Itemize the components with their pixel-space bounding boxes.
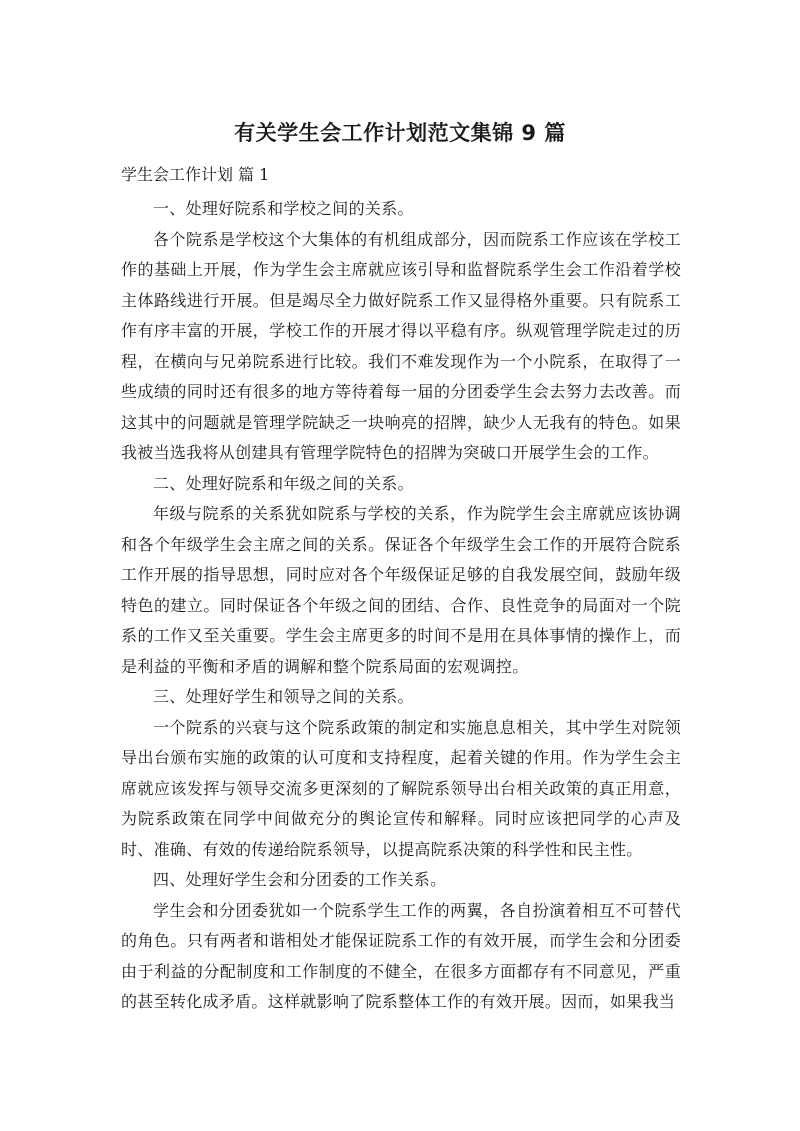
paragraph-heading-3: 三、处理好学生和领导之间的关系。 [153, 687, 414, 706]
paragraph-heading-2: 二、处理好院系和年级之间的关系。 [153, 473, 414, 493]
paragraph: 各个院系是学校这个大集体的有机组成部分，因而院系工作应该在学校工作的基础上开展，作为学生会主席就应该引导和监督院系学生会工作沿着学校主体路线进行开展。但是竭尽全力做好院系工作又显得格外重要。只有院系工作有序丰富的开展，学校工作的开展才得以平稳有序。纵观管理学院走过的历程，在横向与兄弟院系进行比较。我们不难发现作为一个小院系，在取得了一些成绩的同时还有很多的地方等待着每一届的分团委学生会去努力去改善。而这其中的问题就是管理学院缺乏一块响亮的招牌，缺少人无我有的特色。如果我被当选我将从创建具有管理学院特色的招牌为突破口开展学生会的工作。 [121, 229, 681, 462]
paragraph: 年级与院系的关系犹如院系与学校的关系，作为院学生会主席就应该协调和各个年级学生会主席之间的关系。保证各个年级学生会工作的开展符合院系工作开展的指导思想，同时应对各个年级保证足够的自我发展空间，鼓励年级特色的建立。同时保证各个年级之间的团结、合作、良性竞争的局面对一个院系的工作又至关重要。学生会主席更多的时间不是用在具体事情的操作上，而是利益的平衡和矛盾的调解和整个院系局面的宏观调控。 [121, 504, 681, 676]
section-heading: 学生会工作计划 篇 1 [121, 165, 270, 184]
paragraph: 学生会和分团委犹如一个院系学生工作的两翼，各自扮演着相互不可替代的角色。只有两者和谐相处才能保证院系工作的有效开展，而学生会和分团委由于利益的分配制度和工作制度的不健全，在很多方面都存有不同意见，严重的甚至转化成矛盾。这样就影响了院系整体工作的有效开展。因而，如果我当 [121, 900, 681, 1011]
document-title: 有关学生会工作计划范文集锦 9 篇 [234, 121, 566, 145]
paragraph: 一个院系的兴衰与这个院系政策的制定和实施息息相关，其中学生对院领导出台颁布实施的政策的认可度和支持程度，起着关键的作用。作为学生会主席就应该发挥与领导交流多更深刻的了解院系领导出台相关政策的真正用意，为院系政策在同学中间做充分的舆论宣传和解释。同时应该把同学的心声及时、准确、有效的传递给院系领导，以提高院系决策的科学性和民主性。 [121, 717, 681, 859]
paragraph-heading-4: 四、处理好学生会和分团委的工作关系。 [153, 870, 447, 889]
paragraph-heading-1: 一、处理好院系和学校之间的关系。 [153, 199, 414, 218]
document-body [121, 194, 681, 1018]
